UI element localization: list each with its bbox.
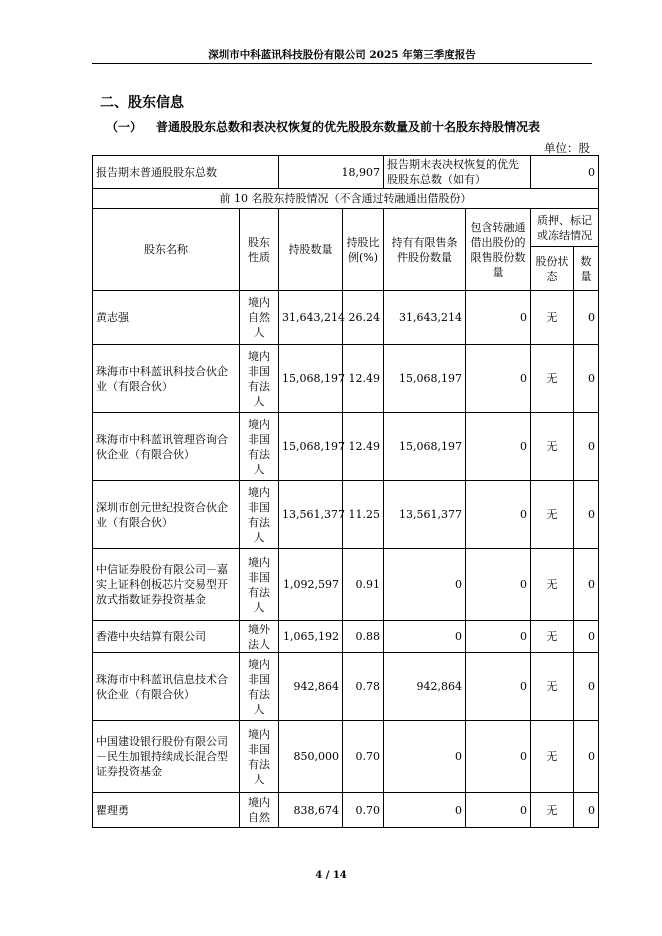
pledge-status: 无 <box>531 481 574 549</box>
shares-held: 15,068,197 <box>279 345 343 413</box>
header-row-1 <box>93 209 599 247</box>
pledge-quantity: 0 <box>574 413 599 481</box>
col-header-name: 股东名称 <box>93 209 240 291</box>
restricted-shares: 942,864 <box>384 653 466 721</box>
summary-value-preferred: 0 <box>531 156 599 189</box>
shareholder-nature: 境内非国有法人 <box>240 653 279 721</box>
document-header: 深圳市中科蓝讯科技股份有限公司 2025 年第三季度报告 <box>208 49 476 61</box>
pledge-status: 无 <box>531 345 574 413</box>
restricted-shares: 0 <box>384 721 466 793</box>
pledge-status: 无 <box>531 721 574 793</box>
table-row <box>93 549 599 621</box>
col-header-restricted: 持有有限售条件股份数量 <box>384 209 466 291</box>
subsection-title <box>106 118 540 135</box>
summary-label-preferred: 报告期末表决权恢复的优先股股东总数（如有） <box>384 156 531 189</box>
restricted-shares: 0 <box>384 549 466 621</box>
shareholder-name: 深圳市创元世纪投资合伙企业（有限合伙） <box>93 481 240 549</box>
col-header-nature: 股东性质 <box>240 209 279 291</box>
lent-restricted-shares: 0 <box>466 481 531 549</box>
lent-restricted-shares: 0 <box>466 793 531 828</box>
pledge-quantity: 0 <box>574 621 599 653</box>
shares-held: 15,068,197 <box>279 413 343 481</box>
shareholder-name: 珠海市中科蓝讯信息技术合伙企业（有限合伙） <box>93 653 240 721</box>
restricted-shares: 13,561,377 <box>384 481 466 549</box>
pledge-status: 无 <box>531 413 574 481</box>
shareholder-name: 中国建设银行股份有限公司－民生加银持续成长混合型证券投资基金 <box>93 721 240 793</box>
col-header-lent: 包含转融通借出股份的限售股份数量 <box>466 209 531 291</box>
restricted-shares: 15,068,197 <box>384 345 466 413</box>
pledge-status: 无 <box>531 793 574 828</box>
pledge-quantity: 0 <box>574 549 599 621</box>
shareholder-nature: 境内非国有法人 <box>240 481 279 549</box>
shareholder-name: 瞿理勇 <box>93 793 240 828</box>
holding-ratio: 12.49 <box>343 345 384 413</box>
pledge-status: 无 <box>531 653 574 721</box>
shares-held: 1,092,597 <box>279 549 343 621</box>
lent-restricted-shares: 0 <box>466 621 531 653</box>
pledge-status: 无 <box>531 291 574 345</box>
col-header-pledge: 质押、标记或冻结情况 <box>531 209 599 247</box>
holding-ratio: 0.70 <box>343 793 384 828</box>
table-row <box>93 653 599 721</box>
pledge-quantity: 0 <box>574 291 599 345</box>
subsection-number: （一） <box>106 120 143 134</box>
lent-restricted-shares: 0 <box>466 291 531 345</box>
pledge-quantity: 0 <box>574 345 599 413</box>
shareholder-name: 黄志强 <box>93 291 240 345</box>
table-row <box>93 481 599 549</box>
restricted-shares: 0 <box>384 793 466 828</box>
page-number: 4 / 14 <box>315 870 347 881</box>
lent-restricted-shares: 0 <box>466 653 531 721</box>
summary-value-common: 18,907 <box>279 156 384 189</box>
pledge-quantity: 0 <box>574 653 599 721</box>
shareholder-name: 珠海市中科蓝讯科技合伙企业（有限合伙） <box>93 345 240 413</box>
shares-held: 850,000 <box>279 721 343 793</box>
shareholder-nature: 境外法人 <box>240 621 279 653</box>
table-row <box>93 793 599 828</box>
subsection-text: 普通股股东总数和表决权恢复的优先股股东数量及前十名股东持股情况表 <box>156 120 541 134</box>
table-row <box>93 345 599 413</box>
col-header-ratio: 持股比例(%) <box>343 209 384 291</box>
holding-ratio: 0.88 <box>343 621 384 653</box>
shareholder-table <box>92 155 599 828</box>
shareholder-name: 珠海市中科蓝讯管理咨询合伙企业（有限合伙） <box>93 413 240 481</box>
summary-row <box>93 156 599 189</box>
pledge-status: 无 <box>531 621 574 653</box>
lent-restricted-shares: 0 <box>466 549 531 621</box>
holding-ratio: 0.91 <box>343 549 384 621</box>
shares-held: 838,674 <box>279 793 343 828</box>
table-row <box>93 291 599 345</box>
lent-restricted-shares: 0 <box>466 721 531 793</box>
shareholder-nature: 境内非国有法人 <box>240 549 279 621</box>
restricted-shares: 0 <box>384 621 466 653</box>
header-divider <box>92 63 592 64</box>
holding-ratio: 0.78 <box>343 653 384 721</box>
restricted-shares: 15,068,197 <box>384 413 466 481</box>
table-row <box>93 721 599 793</box>
holding-ratio: 0.70 <box>343 721 384 793</box>
shareholder-nature: 境内自然 <box>240 793 279 828</box>
section-title: 二、股东信息 <box>100 95 184 111</box>
pledge-status: 无 <box>531 549 574 621</box>
holding-ratio: 11.25 <box>343 481 384 549</box>
table-row <box>93 413 599 481</box>
shares-held: 942,864 <box>279 653 343 721</box>
shareholder-name: 中信证券股份有限公司－嘉实上证科创板芯片交易型开放式指数证券投资基金 <box>93 549 240 621</box>
shareholder-nature: 境内非国有法人 <box>240 345 279 413</box>
shareholder-nature: 境内自然人 <box>240 291 279 345</box>
shares-held: 13,561,377 <box>279 481 343 549</box>
pledge-quantity: 0 <box>574 481 599 549</box>
shares-held: 1,065,192 <box>279 621 343 653</box>
lent-restricted-shares: 0 <box>466 345 531 413</box>
shareholder-nature: 境内非国有法人 <box>240 413 279 481</box>
holding-ratio: 26.24 <box>343 291 384 345</box>
shareholder-nature: 境内非国有法人 <box>240 721 279 793</box>
pledge-quantity: 0 <box>574 793 599 828</box>
table-title-row <box>93 189 599 209</box>
col-header-pledge-status: 股份状态 <box>531 247 574 291</box>
pledge-quantity: 0 <box>574 721 599 793</box>
shares-held: 31,643,214 <box>279 291 343 345</box>
col-header-shares: 持股数量 <box>279 209 343 291</box>
table-row <box>93 621 599 653</box>
table-title: 前 10 名股东持股情况（不含通过转融通出借股份） <box>93 189 599 209</box>
restricted-shares: 31,643,214 <box>384 291 466 345</box>
col-header-pledge-qty: 数量 <box>574 247 599 291</box>
holding-ratio: 12.49 <box>343 413 384 481</box>
summary-label-common: 报告期末普通股股东总数 <box>93 156 279 189</box>
unit-label: 单位：股 <box>544 141 590 155</box>
shareholder-name: 香港中央结算有限公司 <box>93 621 240 653</box>
lent-restricted-shares: 0 <box>466 413 531 481</box>
